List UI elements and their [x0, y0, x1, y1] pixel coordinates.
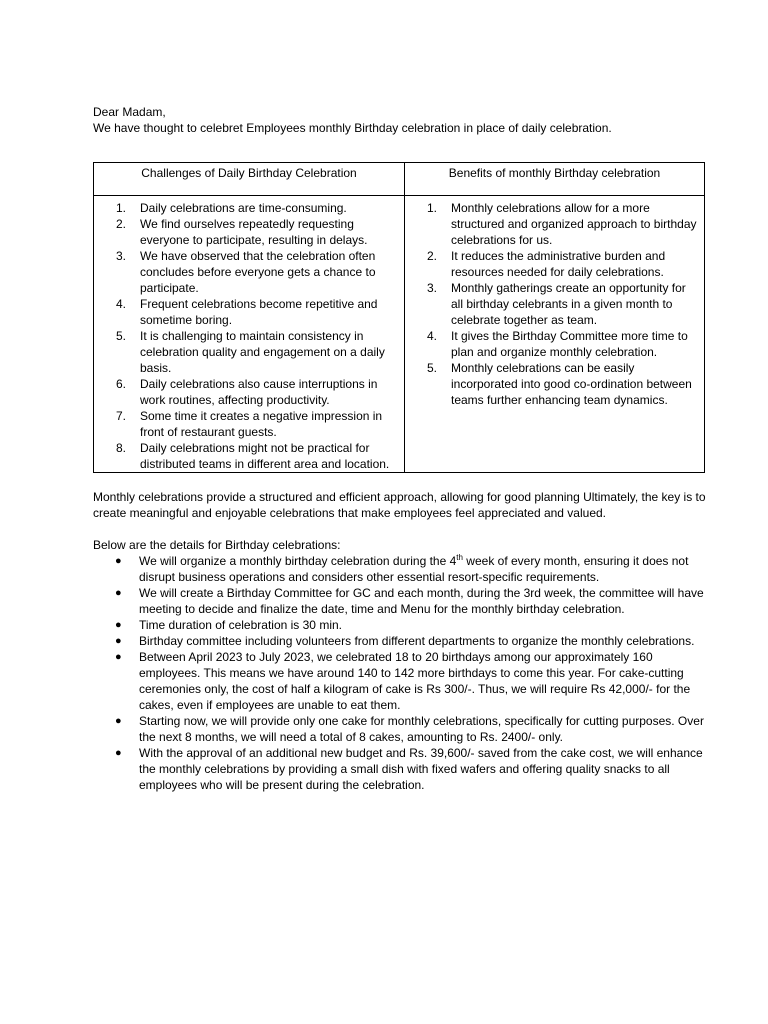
item-text: We find ourselves repeatedly requesting everyone to participate, resulting in delays.: [140, 217, 368, 247]
item-number: 1.: [427, 201, 438, 215]
item-text: Starting now, we will provide only one cake for monthly celebrations, specifically for cutting purposes. Over the next 8 months, we will need a total of 8 cakes, amounting to Rs. 2400/- only.: [139, 714, 704, 744]
summary-paragraph: Monthly celebrations provide a structured and efficient approach, allowing for good planning Ultimately, the key is to create meaningful and enjoyable celebrations that make employees feel appreciated and valued.: [93, 490, 706, 520]
item-number: 7.: [116, 409, 127, 423]
item-text: We will create a Birthday Committee for GC and each month, during the 3rd week, the committee will have meeting to decide and finalize the date, time and Menu for the monthly birthday celebration.: [139, 586, 704, 616]
bullet-icon: ●: [115, 715, 122, 727]
list-item: [93, 617, 713, 633]
list-item: [94, 296, 398, 328]
item-text: It gives the Birthday Committee more time to plan and organize monthly celebration.: [451, 329, 688, 359]
benefits-cell: [405, 196, 705, 473]
bullet-icon: ●: [115, 747, 122, 759]
details-heading: Below are the details for Birthday celebrations:: [93, 538, 341, 552]
list-item: [94, 440, 398, 472]
item-number: 2.: [116, 217, 127, 231]
item-number: 6.: [116, 377, 127, 391]
item-number: 4.: [427, 329, 438, 343]
item-number: 5.: [116, 329, 127, 343]
item-text: Monthly celebrations can be easily incorporated into good co-ordination between teams further enhancing team dynamics.: [451, 361, 692, 407]
table-header-row: [94, 163, 705, 196]
item-number: 5.: [427, 361, 438, 375]
ordinal-suffix: th: [456, 553, 463, 562]
list-item: [93, 585, 713, 617]
list-item: [405, 280, 698, 328]
item-number: 2.: [427, 249, 438, 263]
bullet-icon: ●: [115, 635, 122, 647]
item-text: Frequent celebrations become repetitive and sometime boring.: [140, 297, 378, 327]
challenges-header: Challenges of Daily Birthday Celebration: [94, 163, 405, 196]
table-body-row: [94, 196, 705, 473]
comparison-table: [93, 162, 705, 473]
bullet-icon: ●: [115, 651, 122, 663]
list-item: [93, 553, 713, 585]
letter-page: [93, 104, 713, 793]
list-item: [405, 248, 698, 280]
item-text: Daily celebrations also cause interruptions in work routines, affecting productivity.: [140, 377, 378, 407]
intro-paragraph: We have thought to celebret Employees monthly Birthday celebration in place of daily celebration.: [93, 121, 612, 135]
item-text: It reduces the administrative burden and resources needed for daily celebrations.: [451, 249, 666, 279]
item-text: We will organize a monthly birthday celebration during the 4: [139, 554, 457, 568]
list-item: [405, 200, 698, 248]
bullet-icon: ●: [115, 619, 122, 631]
list-item: [93, 713, 713, 745]
item-number: 4.: [116, 297, 127, 311]
item-text: We have observed that the celebration often concludes before everyone gets a chance to participate.: [140, 249, 376, 295]
list-item: [94, 408, 398, 440]
item-text: Birthday committee including volunteers from different departments to organize the monthly celebrations.: [139, 634, 695, 648]
item-text: Monthly celebrations allow for a more structured and organized approach to birthday celebrations for us.: [451, 201, 697, 247]
list-item: [94, 328, 398, 376]
item-text: Daily celebrations are time-consuming.: [140, 201, 347, 215]
bullet-icon: ●: [115, 555, 122, 567]
item-number: 1.: [116, 201, 127, 215]
item-text: Monthly gatherings create an opportunity for all birthday celebrants in a given month to celebrate together as team.: [451, 281, 686, 327]
list-item: [405, 328, 698, 360]
item-text: Daily celebrations might not be practical for distributed teams in different area and location.: [140, 441, 390, 471]
benefits-header: Benefits of monthly Birthday celebration: [405, 163, 705, 196]
item-text: With the approval of an additional new budget and Rs. 39,600/- saved from the cake cost, we will enhance the monthly celebrations by providing a small dish with fixed wafers and offering quality snacks to all employees who will be present during the celebration.: [139, 746, 703, 792]
list-item: [93, 633, 713, 649]
item-number: 8.: [116, 441, 127, 455]
list-item: [94, 376, 398, 408]
challenges-cell: [94, 196, 405, 473]
bullet-icon: ●: [115, 587, 122, 599]
details-list: [93, 553, 713, 793]
item-number: 3.: [427, 281, 438, 295]
item-text: Between April 2023 to July 2023, we celebrated 18 to 20 birthdays among our approximately 160 employees. This means we have around 140 to 142 more birthdays to come this year. For cake-cutting ceremonies only, the cost of half a kilogram of cake is Rs 300/-. Thus, we will require Rs 42,000/- for the cakes, even if employees are unable to eat them.: [139, 650, 691, 712]
item-text: It is challenging to maintain consistency in celebration quality and engagement on a daily basis.: [140, 329, 385, 375]
list-item: [94, 248, 398, 296]
list-item: [94, 216, 398, 248]
list-item: [93, 745, 713, 793]
item-text: Some time it creates a negative impression in front of restaurant guests.: [140, 409, 383, 439]
list-item: [94, 200, 398, 216]
challenges-list: [94, 200, 398, 472]
salutation: Dear Madam,: [93, 105, 166, 119]
item-text: Time duration of celebration is 30 min.: [139, 618, 342, 632]
benefits-list: [405, 200, 698, 408]
list-item: [405, 360, 698, 408]
list-item: [93, 649, 713, 713]
item-number: 3.: [116, 249, 127, 263]
item-text: week of every month, ensuring it does not disrupt business operations and considers other essential resort-specific requirements.: [139, 554, 689, 584]
